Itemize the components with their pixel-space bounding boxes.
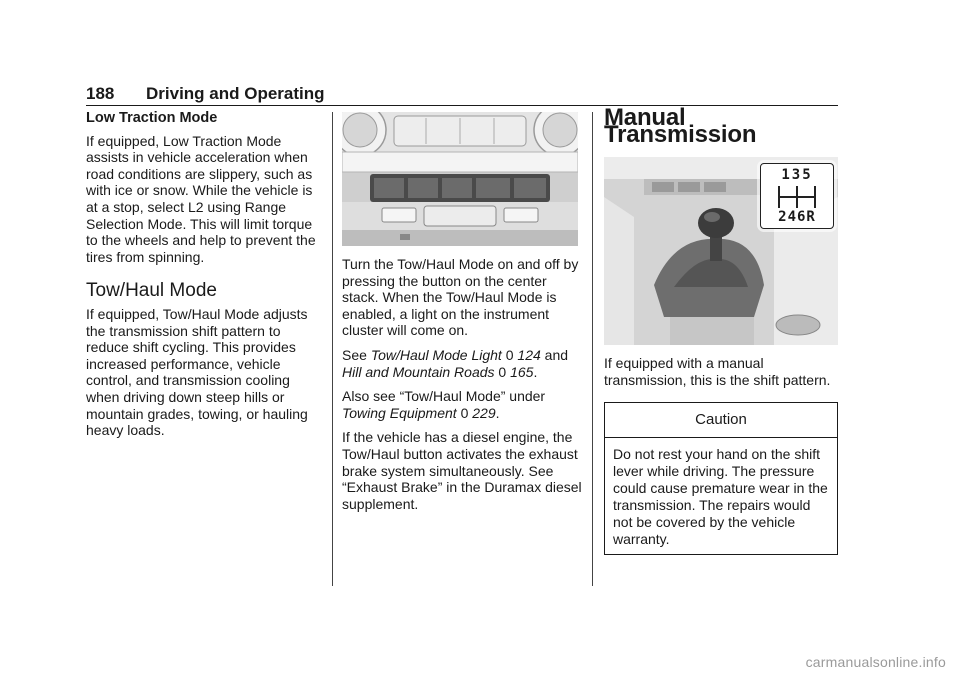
column-divider bbox=[332, 112, 333, 586]
low-traction-heading: Low Traction Mode bbox=[86, 110, 218, 126]
column-3 bbox=[604, 104, 840, 555]
page-ref-arrow-icon: 0 bbox=[505, 346, 514, 363]
page-ref-124[interactable]: 124 bbox=[517, 346, 541, 363]
low-traction-text: If equipped, Low Traction Mode assists in vehicle acceleration when road conditions are slippery, such as with ice or snow. While the vehicle is at a stop, select L2 using Range Selection Mode. This will limit torque to the wheels and help to prevent the tires from spinning. bbox=[86, 132, 316, 265]
caution-text: Do not rest your hand on the shift lever while driving. The pressure could cause premature wear in the transmission. The repairs would not be covered by the vehicle warranty. bbox=[613, 445, 828, 547]
link-tow-haul-mode-light[interactable]: Tow/Haul Mode Light bbox=[370, 346, 502, 363]
page-ref-arrow-icon: 0 bbox=[498, 363, 507, 380]
also-see-text: Also see “Tow/Haul Mode” under Towing Equipment 0 229. bbox=[342, 388, 546, 421]
shift-lever-illustration bbox=[604, 157, 838, 345]
tow-haul-usage-text: Turn the Tow/Haul Mode on and off by pressing the button on the center stack. When the Tow/Haul Mode is enabled, a light on the instrument cluster will come on. bbox=[342, 256, 579, 339]
manual-transmission-text: If equipped with a manual transmission, this is the shift pattern. bbox=[604, 355, 831, 388]
page-number: 188 bbox=[86, 84, 115, 103]
shift-pattern-diagram bbox=[760, 163, 834, 229]
caution-title: Caution bbox=[605, 403, 837, 438]
column-divider bbox=[592, 112, 593, 586]
page-ref-165[interactable]: 165 bbox=[510, 363, 534, 380]
diesel-text: If the vehicle has a diesel engine, the Tow/Haul button activates the exhaust brake system simultaneously. See “Exhaust Brake” in the Duramax diesel supplement. bbox=[342, 429, 582, 512]
caution-box bbox=[604, 402, 838, 555]
tow-haul-heading: Tow/Haul Mode bbox=[86, 280, 217, 302]
page-ref-229[interactable]: 229 bbox=[472, 404, 496, 421]
center-stack-image bbox=[342, 112, 578, 246]
column-1 bbox=[86, 110, 324, 447]
page-ref-arrow-icon: 0 bbox=[460, 404, 469, 421]
center-stack-illustration bbox=[342, 112, 578, 246]
section-title: Driving and Operating bbox=[146, 84, 325, 103]
link-towing-equipment[interactable]: Towing Equipment bbox=[342, 404, 457, 421]
see-references: See Tow/Haul Mode Light 0 124 and Hill and Mountain Roads 0 165. bbox=[342, 346, 569, 380]
page-header bbox=[86, 83, 838, 106]
link-hill-mountain-roads[interactable]: Hill and Mountain Roads bbox=[342, 363, 495, 380]
shift-pattern-top: 135 bbox=[781, 167, 813, 184]
watermark: carmanualsonline.info bbox=[805, 654, 946, 670]
shift-pattern-bottom: 246R bbox=[778, 209, 816, 226]
column-2 bbox=[342, 112, 582, 520]
tow-haul-text: If equipped, Tow/Haul Mode adjusts the transmission shift pattern to reduce shift cycling. This provides increased performance, vehicle control, and transmission cooling when driving down steep hills or mountain grades, towing, or hauling heavy loads. bbox=[86, 305, 308, 439]
manual-transmission-heading: Manual Transmission bbox=[604, 104, 757, 148]
